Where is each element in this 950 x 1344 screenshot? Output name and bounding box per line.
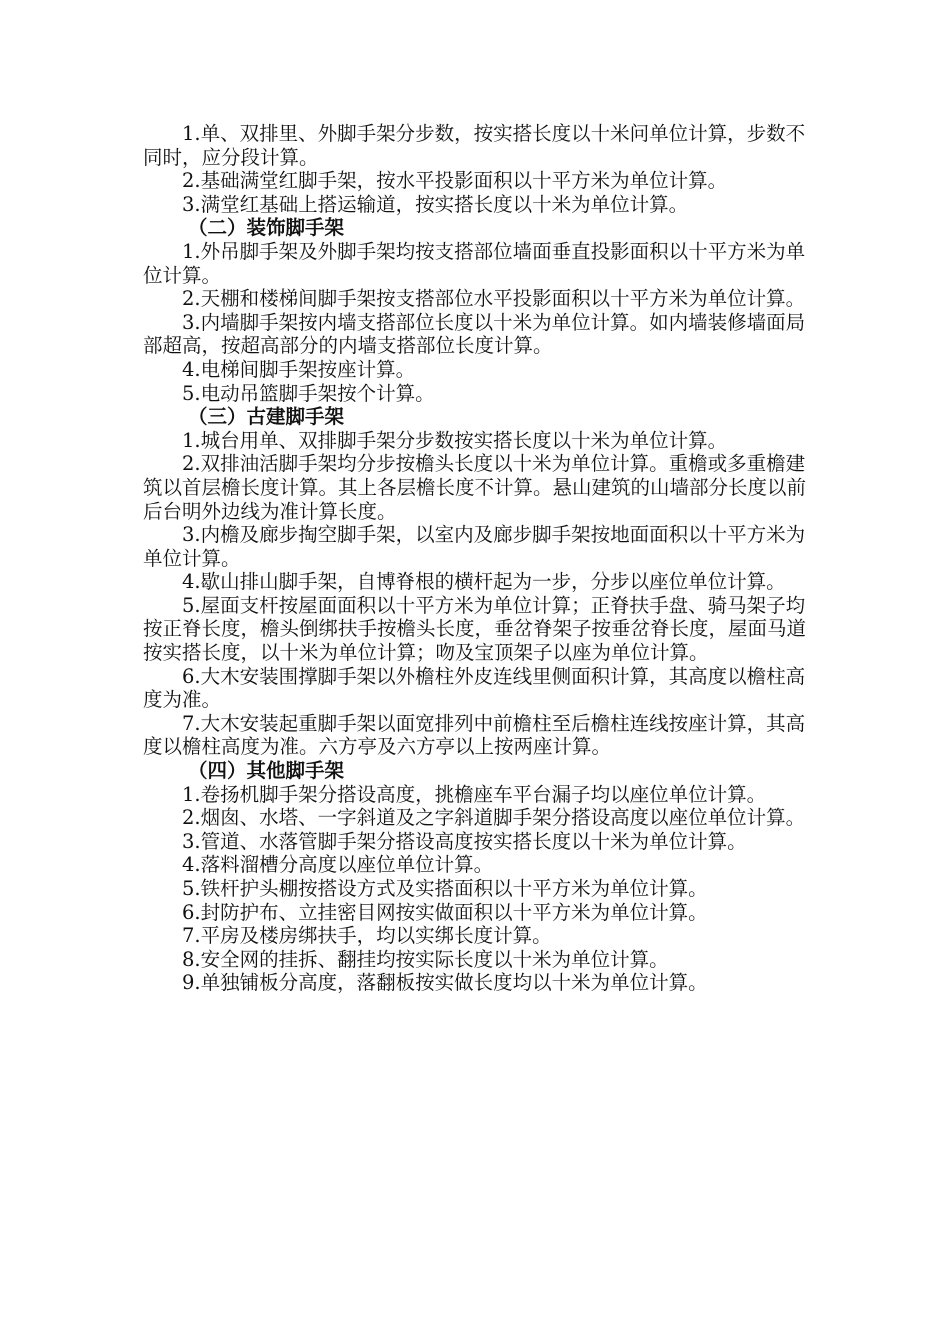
paragraph: 3.管道、水落管脚手架分搭设高度按实搭长度以十米为单位计算。 xyxy=(182,829,747,853)
paragraph: 4.电梯间脚手架按座计算。 xyxy=(182,357,416,381)
paragraph: 5.电动吊篮脚手架按个计算。 xyxy=(182,381,435,405)
paragraph: 5.铁杆护头棚按搭设方式及实搭面积以十平方米为单位计算。 xyxy=(182,877,708,900)
paragraph: 2.天棚和楼梯间脚手架按支搭部位水平投影面积以十平方米为单位计算。 xyxy=(182,287,806,311)
paragraph: 5.屋面支杆按屋面面积以十平方米为单位计算；正脊扶手盘、骑马架子均按正脊长度，檐头倒绑扶手按檐头长度，垂岔脊架子按垂岔脊长度，屋面马道按实搭长度，以十米为单位计算；吻及宝顶架子以座为单位计算。 xyxy=(143,593,807,665)
paragraph: 9.单独铺板分高度，落翻板按实做长度均以十米为单位计算。 xyxy=(182,971,708,995)
paragraph: 8.安全网的挂拆、翻挂均按实际长度以十米为单位计算。 xyxy=(182,947,669,971)
paragraph: 6.大木安装围撑脚手架以外檐柱外皮连线里侧面积计算，其高度以檐柱高度为准。 xyxy=(143,664,806,712)
paragraph: 3.满堂红基础上搭运输道，按实搭长度以十米为单位计算。 xyxy=(182,192,689,216)
paragraph: 3.内檐及廊步掏空脚手架，以室内及廊步脚手架按地面面积以十平方米为单位计算。 xyxy=(143,523,806,570)
paragraph: 4.落料溜槽分高度以座位单位计算。 xyxy=(182,853,494,877)
paragraph: 1.卷扬机脚手架分搭设高度，挑檐座车平台漏子均以座位单位计算。 xyxy=(182,782,767,806)
paragraph: 3.内墙脚手架按内墙支搭部位长度以十米为单位计算。如内墙装修墙面局部超高，按超高部分的内墙支搭部位长度计算。 xyxy=(143,310,806,358)
section-heading: （四）其他脚手架 xyxy=(188,759,345,783)
paragraph: 1.单、双排里、外脚手架分步数，按实搭长度以十米问单位计算，步数不同时，应分段计算。 xyxy=(143,122,806,169)
paragraph: 2.烟囱、水塔、一字斜道及之字斜道脚手架分搭设高度以座位单位计算。 xyxy=(182,806,806,830)
section-heading: （三）古建脚手架 xyxy=(188,405,345,429)
document-page xyxy=(143,122,823,995)
paragraph: 1.外吊脚手架及外脚手架均按支搭部位墙面垂直投影面积以十平方米为单位计算。 xyxy=(143,239,806,287)
paragraph: 1.城台用单、双排脚手架分步数按实搭长度以十米为单位计算。 xyxy=(182,428,728,452)
section-heading: （二）装饰脚手架 xyxy=(188,216,345,240)
paragraph: 2.双排油活脚手架均分步按檐头长度以十米为单位计算。重檐或多重檐建筑以首层檐长度计算。其上各层檐长度不计算。悬山建筑的山墙部分长度以前后台明外边线为准计算长度。 xyxy=(143,452,807,523)
paragraph: 4.歇山排山脚手架，自博脊根的横杆起为一步，分步以座位单位计算。 xyxy=(182,570,786,594)
paragraph: 6.封防护布、立挂密目网按实做面积以十平方米为单位计算。 xyxy=(182,900,708,924)
paragraph: 7.大木安装起重脚手架以面宽排列中前檐柱至后檐柱连线按座计算，其高度以檐柱高度为准。六方亭及六方亭以上按两座计算。 xyxy=(143,711,806,759)
paragraph: 7.平房及楼房绑扶手，均以实绑长度计算。 xyxy=(182,924,552,948)
paragraph: 2.基础满堂红脚手架，按水平投影面积以十平方米为单位计算。 xyxy=(182,169,728,193)
